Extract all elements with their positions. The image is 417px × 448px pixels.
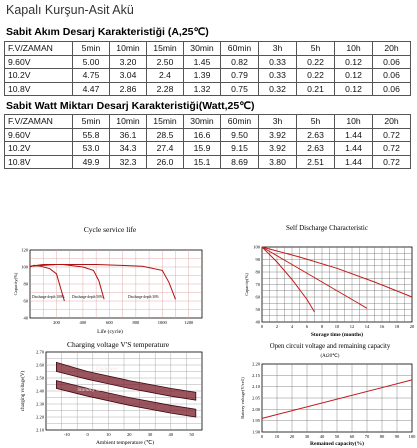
x-tick-label: 10: [106, 432, 111, 437]
y-axis-label: Capacity(%): [244, 273, 249, 296]
table-cell: 2.86: [110, 82, 147, 96]
table-header-cell: 10min: [110, 115, 147, 129]
y-tick-label: 2.20: [252, 361, 260, 367]
table-row: [5, 128, 411, 142]
table-header-cell: F.V/ZAMAN: [5, 42, 73, 56]
x-tick-label: 4: [290, 324, 294, 329]
chart-annotation: Cycle use: [95, 366, 118, 373]
table-header-cell: 20h: [373, 115, 411, 129]
table-cell: 0.82: [221, 55, 259, 69]
x-tick-label: 40: [319, 434, 325, 439]
table-cell: 0.72: [373, 155, 411, 169]
x-tick-label: 20: [126, 432, 132, 437]
table-cell: 0.22: [297, 69, 335, 83]
x-tick-label: 1200: [184, 320, 194, 325]
table-cell: 2.63: [297, 128, 335, 142]
table-cell: 0.72: [373, 142, 411, 156]
table-cell: 53.0: [73, 142, 110, 156]
y-tick-label: 70: [255, 282, 260, 287]
y-tick-label: 40: [23, 315, 28, 321]
y-tick-label: 90: [255, 257, 260, 262]
x-tick-label: 20: [409, 324, 415, 329]
x-tick-label: 10: [274, 434, 280, 439]
table-header-cell: 15min: [147, 115, 184, 129]
chart-title: Charging voltage V'S temperature: [66, 340, 170, 349]
y-tick-label: 2.10: [252, 384, 260, 390]
chart-title: Open circuit voltage and remaining capacity: [269, 343, 391, 350]
y-axis-label: Battery voltage(V/cell): [240, 377, 245, 419]
table-cell: 0.12: [335, 69, 373, 83]
chart-title: Self Discharge Characteristic: [286, 224, 368, 232]
table-cell: 0.72: [373, 128, 411, 142]
table-cell: 1.44: [335, 128, 373, 142]
table-cell: 0.06: [373, 69, 411, 83]
table-header-cell: 10min: [110, 42, 147, 56]
x-tick-label: 18: [394, 324, 400, 329]
x-tick-label: 12: [349, 324, 355, 329]
table-cell: 0.21: [297, 82, 335, 96]
table-cell: 10.2V: [5, 69, 73, 83]
table-header-row: [5, 42, 411, 56]
y-tick-label: 2.40: [36, 388, 44, 394]
table-cell: 27.4: [147, 142, 184, 156]
chart-annotation: Discharge depth 100%: [32, 295, 65, 299]
x-tick-label: 6: [305, 324, 309, 329]
x-tick-label: 50: [334, 434, 340, 439]
table-row: [5, 69, 411, 83]
y-tick-label: 2.70: [36, 349, 44, 355]
y-tick-label: 2.10: [36, 427, 44, 433]
current-discharge-table: [4, 41, 411, 96]
table-header-cell: 10h: [335, 115, 373, 129]
y-tick-label: 2.30: [36, 401, 44, 407]
table-cell: 15.9: [184, 142, 221, 156]
table-cell: 34.3: [110, 142, 147, 156]
y-tick-label: 2.00: [252, 406, 260, 412]
x-tick-label: 30: [147, 432, 153, 437]
table-cell: 0.75: [221, 82, 259, 96]
table-header-row: [5, 115, 411, 129]
y-tick-label: 100: [21, 264, 28, 270]
table-header-cell: 5h: [297, 115, 335, 129]
table-cell: 1.44: [335, 142, 373, 156]
table-cell: 3.80: [259, 155, 297, 169]
y-tick-label: 2.20: [36, 414, 44, 420]
table-row: [5, 55, 411, 69]
x-axis-label: Storage time (months): [310, 332, 364, 338]
x-axis-label: Remained capacity(%): [310, 441, 364, 447]
table-cell: 9.60V: [5, 128, 73, 142]
section-title-current: Sabit Akım Desarj Karakteristiği (A,25℃): [6, 26, 209, 38]
table-row: [5, 155, 411, 169]
x-tick-label: 30: [304, 434, 310, 439]
table-cell: 36.1: [110, 128, 147, 142]
table-cell: 28.5: [147, 128, 184, 142]
x-tick-label: 60: [349, 434, 355, 439]
table-cell: 55.8: [73, 128, 110, 142]
table-cell: 2.4: [147, 69, 184, 83]
table-header-cell: 10h: [335, 42, 373, 56]
table-cell: 10.8V: [5, 82, 73, 96]
table-cell: 3.92: [259, 128, 297, 142]
charging-voltage-chart: [0, 338, 210, 448]
table-cell: 3.04: [110, 69, 147, 83]
table-cell: 0.79: [221, 69, 259, 83]
x-tick-label: 0: [260, 324, 264, 329]
y-tick-label: 60: [23, 298, 28, 304]
x-tick-label: 40: [168, 432, 174, 437]
x-tick-label: 1000: [157, 320, 167, 325]
table-cell: 9.60V: [5, 55, 73, 69]
x-tick-label: 2: [275, 324, 279, 329]
x-tick-label: 0: [260, 434, 264, 439]
table-header-cell: 5min: [73, 42, 110, 56]
table-cell: 49.9: [73, 155, 110, 169]
chart-title: Cycle service life: [83, 225, 137, 234]
y-axis-label: charging voltage(V): [21, 370, 26, 412]
table-cell: 0.33: [259, 69, 297, 83]
table-header-cell: 30min: [184, 42, 221, 56]
x-tick-label: 20: [289, 434, 295, 439]
x-tick-label: 80: [379, 434, 385, 439]
chart-annotation: Discharge depth 50%: [72, 295, 103, 299]
y-tick-label: 80: [255, 269, 260, 275]
x-tick-label: 50: [189, 432, 194, 437]
table-cell: 32.3: [110, 155, 147, 169]
x-tick-label: 70: [364, 434, 370, 439]
y-tick-label: 1.90: [252, 429, 260, 435]
chart-annotation: Standby use: [77, 387, 104, 393]
table-cell: 1.44: [335, 155, 373, 169]
table-cell: 0.06: [373, 82, 411, 96]
table-cell: 26.0: [147, 155, 184, 169]
y-tick-label: 80: [23, 281, 28, 287]
table-cell: 9.15: [221, 142, 259, 156]
table-header-cell: 5min: [73, 115, 110, 129]
chart-annotation: Discharge depth 30%: [128, 295, 159, 299]
x-tick-label: 800: [132, 320, 140, 325]
table-cell: 2.63: [297, 142, 335, 156]
table-cell: 3.20: [110, 55, 147, 69]
table-cell: 9.50: [221, 128, 259, 142]
table-cell: 4.47: [73, 82, 110, 96]
y-axis-label: Capacity(%): [13, 272, 18, 296]
table-cell: 3.92: [259, 142, 297, 156]
x-tick-label: 90: [394, 434, 400, 439]
x-tick-label: 200: [53, 320, 60, 325]
table-cell: 0.06: [373, 55, 411, 69]
section-title-watt: Sabit Watt Miktarı Desarj Karakteristiği(Watt,25℃): [6, 100, 255, 112]
y-tick-label: 2.05: [252, 395, 260, 401]
y-tick-label: 50: [255, 307, 260, 312]
y-tick-label: 120: [21, 247, 28, 253]
y-tick-label: 2.15: [252, 372, 260, 378]
table-cell: 2.51: [297, 155, 335, 169]
table-row: [5, 82, 411, 96]
x-tick-label: 0: [86, 432, 89, 437]
table-header-cell: F.V/ZAMAN: [5, 115, 73, 129]
table-header-cell: 20h: [373, 42, 411, 56]
table-cell: 0.12: [335, 55, 373, 69]
x-tick-label: -10: [63, 432, 70, 437]
table-header-cell: 60min: [221, 115, 259, 129]
table-cell: 0.33: [259, 55, 297, 69]
x-tick-label: 14: [364, 324, 370, 329]
table-cell: 0.22: [297, 55, 335, 69]
table-cell: 5.00: [73, 55, 110, 69]
y-tick-label: 2.50: [36, 375, 44, 381]
table-header-cell: 15min: [147, 42, 184, 56]
chart-subtitle: (At20℃): [320, 354, 340, 359]
cycle-life-chart: [0, 220, 210, 340]
x-tick-label: 8: [320, 324, 324, 329]
x-axis-label: Life (cycle): [97, 329, 123, 335]
table-cell: 2.50: [147, 55, 184, 69]
table-cell: 2.28: [147, 82, 184, 96]
table-cell: 10.2V: [5, 142, 73, 156]
table-cell: 15.1: [184, 155, 221, 169]
table-header-cell: 3h: [259, 115, 297, 129]
table-cell: 10.8V: [5, 155, 73, 169]
table-cell: 1.32: [184, 82, 221, 96]
table-row: [5, 142, 411, 156]
y-tick-label: 60: [255, 294, 260, 300]
table-cell: 0.32: [259, 82, 297, 96]
x-tick-label: 100: [408, 434, 416, 439]
y-tick-label: 1.95: [252, 418, 260, 424]
self-discharge-chart: [212, 220, 417, 340]
x-tick-label: 16: [379, 324, 385, 329]
y-tick-label: 100: [253, 244, 260, 250]
x-axis-label: Ambient temperature (℃): [95, 440, 155, 446]
y-tick-label: 40: [255, 319, 260, 325]
table-cell: 16.6: [184, 128, 221, 142]
watt-discharge-table: [4, 114, 411, 169]
x-tick-label: 10: [334, 324, 340, 329]
table-cell: 8.69: [221, 155, 259, 169]
ocv-capacity-chart: [212, 338, 417, 448]
x-tick-label: 400: [79, 320, 87, 325]
table-cell: 1.45: [184, 55, 221, 69]
x-tick-label: 600: [106, 320, 113, 325]
table-header-cell: 60min: [221, 42, 259, 56]
table-cell: 0.12: [335, 82, 373, 96]
y-tick-label: 2.60: [36, 362, 44, 368]
page-title: Kapalı Kurşun-Asit Akü: [6, 3, 134, 17]
table-header-cell: 30min: [184, 115, 221, 129]
table-header-cell: 3h: [259, 42, 297, 56]
table-header-cell: 5h: [297, 42, 335, 56]
table-cell: 1.39: [184, 69, 221, 83]
table-cell: 4.75: [73, 69, 110, 83]
